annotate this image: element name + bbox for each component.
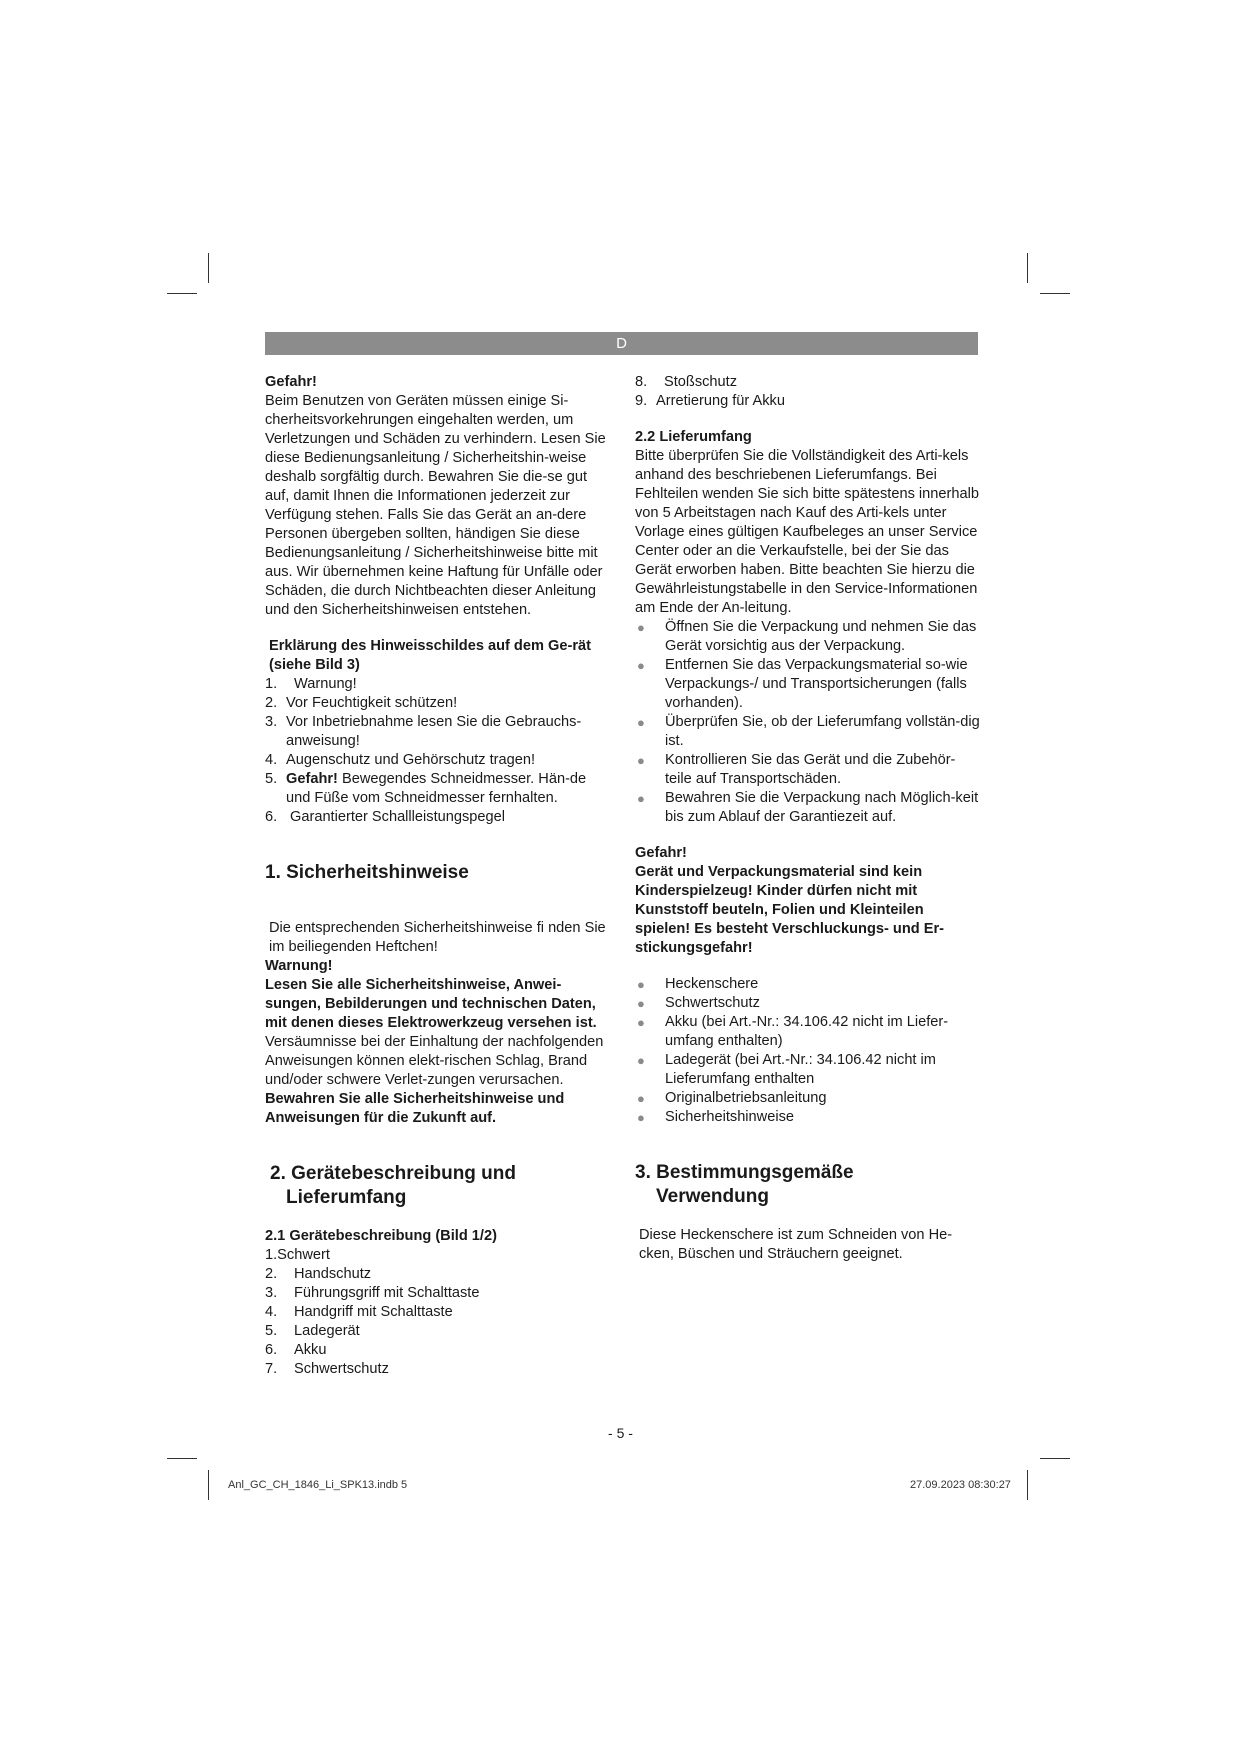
bullet-icon: ● (637, 715, 645, 730)
crop-mark (1027, 1470, 1028, 1500)
bullet-icon: ● (637, 791, 645, 806)
list-item: 6. Akku (265, 1342, 327, 1358)
parts-list (265, 1265, 610, 1379)
warning-heading: Warnung! (265, 958, 333, 974)
section-2-title: 2. Gerätebeschreibung und (270, 1163, 516, 1184)
danger-2-text: Gerät und Verpackungsmaterial sind kein Kinderspielzeug! Kinder dürfen nicht mit Kunststoff beuteln, Folien und Kleinteilen spielen! Es besteht Verschluckungs- und Er-stickungsgefahr! (635, 864, 944, 956)
list-item: 6. Garantierter Schallleistungspegel (265, 809, 505, 825)
parts-list-cont (635, 373, 980, 411)
list-item: ● Kontrollieren Sie das Gerät und die Zubehör-teile auf Transportschäden. (637, 752, 956, 787)
crop-mark (1027, 253, 1028, 283)
list-item: 1.Schwert (265, 1247, 330, 1263)
subsection-2-1-title: 2.1 Gerätebeschreibung (Bild 1/2) (265, 1228, 497, 1244)
danger-2-heading: Gefahr! (635, 845, 687, 861)
list-item: ● Entfernen Sie das Verpackungsmaterial so-wie Verpackungs-/ und Transportsicherungen (falls vorhanden). (637, 657, 968, 711)
warning-paragraph: Lesen Sie alle Sicherheitshinweise, Anwei-sungen, Bebilderungen und technischen Daten, mit denen dieses Elektrowerkzeug versehen ist. Versäumnisse bei der Einhaltung der nachfolgenden Anweisungen können elekt-rischen Schlag, Brand und/oder schwere Verlet-zungen verursachen. (265, 977, 604, 1088)
crop-mark (208, 253, 209, 283)
crop-mark (1040, 1458, 1070, 1459)
bullet-icon: ● (637, 1110, 645, 1125)
list-item: 8. Stoßschutz (635, 374, 737, 390)
crop-mark (167, 293, 197, 294)
list-item: ● Bewahren Sie die Verpackung nach Möglich-keit bis zum Ablauf der Garantiezeit auf. (637, 790, 979, 825)
list-item: 4. Handgriff mit Schalttaste (265, 1304, 453, 1320)
language-tab: D (265, 332, 978, 355)
list-item: 9. Arretierung für Akku (635, 393, 785, 409)
section-2-title-cont: Lieferumfang (286, 1187, 407, 1208)
check-list (635, 618, 980, 827)
list-item: ● Sicherheitshinweise (637, 1109, 794, 1125)
sign-heading: Erklärung des Hinweisschildes auf dem Ge-rät (siehe Bild 3) (269, 638, 591, 673)
footer-timestamp: 27.09.2023 08:30:27 (910, 1479, 1011, 1491)
list-item: ● Heckenschere (637, 976, 759, 992)
bullet-icon: ● (637, 1015, 645, 1030)
list-item: ● Schwertschutz (637, 995, 760, 1011)
section-1-intro: Die entsprechenden Sicherheitshinweise fi nden Sie im beiliegenden Heftchen! (269, 920, 606, 955)
section-3-text: Diese Heckenschere ist zum Schneiden von He-cken, Büschen und Sträuchern geeignet. (639, 1227, 953, 1262)
right-column (635, 373, 980, 1264)
danger-heading: Gefahr! (265, 374, 317, 390)
crop-mark (208, 1470, 209, 1500)
bullet-icon: ● (637, 1053, 645, 1068)
bullet-icon: ● (637, 753, 645, 768)
crop-mark (167, 1458, 197, 1459)
list-item: ● Öffnen Sie die Verpackung und nehmen Sie das Gerät vorsichtig aus der Verpackung. (637, 619, 977, 654)
list-item: 4. Augenschutz und Gehörschutz tragen! (265, 752, 536, 768)
list-item: ● Überprüfen Sie, ob der Lieferumfang vollstän-dig ist. (637, 714, 980, 749)
bullet-icon: ● (637, 620, 645, 635)
list-item: 2. Handschutz (265, 1266, 372, 1282)
list-item: ● Originalbetriebsanleitung (637, 1090, 827, 1106)
danger-text: Beim Benutzen von Geräten müssen einige Si-cherheitsvorkehrungen eingehalten werden, um Verletzungen und Schäden zu verhindern. Lesen Sie diese Bedienungsanleitung / Sicherheitshin-weise deshalb sorgfältig durch. Bewahren Sie die-se gut auf, damit Ihnen die Informationen jederzeit zur Verfügung stehen. Falls Sie das Gerät an an-dere Personen übergeben sollten, händigen Sie diese Bedienungsanleitung / Sicherheitshinweise bitte mit aus. Wir übernehmen keine Haftung für Unfälle oder Schäden, die durch Nichtbeachten dieser Anleitung und den Sicherheitshinweisen entstehen. (265, 393, 606, 618)
scope-list (635, 975, 980, 1127)
page-number: - 5 - (608, 1425, 633, 1441)
list-item: 5. Ladegerät (265, 1323, 360, 1339)
list-item: ● Akku (bei Art.-Nr.: 34.106.42 nicht im Liefer-umfang enthalten) (637, 1014, 949, 1049)
list-item: 5. Gefahr! Bewegendes Schneidmesser. Hän-de und Füße vom Schneidmesser fernhalten. (265, 771, 587, 806)
subsection-2-2-title: 2.2 Lieferumfang (635, 429, 752, 445)
left-column (265, 373, 610, 1379)
crop-mark (1040, 293, 1070, 294)
list-item: 2. Vor Feuchtigkeit schützen! (265, 695, 458, 711)
footer-filename: Anl_GC_CH_1846_Li_SPK13.indb 5 (228, 1479, 408, 1491)
list-item: 1. Warnung! (265, 676, 357, 692)
bullet-icon: ● (637, 658, 645, 673)
list-item: ● Ladegerät (bei Art.-Nr.: 34.106.42 nicht im Lieferumfang enthalten (637, 1052, 936, 1087)
bullet-icon: ● (637, 1091, 645, 1106)
sign-list (265, 675, 610, 827)
section-3-title: 3. Bestimmungsgemäße (635, 1162, 854, 1183)
list-item: 3. Vor Inbetriebnahme lesen Sie die Gebrauchs-anweisung! (265, 714, 582, 749)
subsection-2-2-text: Bitte überprüfen Sie die Vollständigkeit des Arti-kels anhand des beschriebenen Lieferumfangs. Bei Fehlteilen wenden Sie sich bitte spätestens innerhalb von 5 Arbeitstagen nach Kauf des Arti-kels unter Vorlage eines gültigen Kaufbeleges an unser Service Center oder an die Verkaufstelle, bei der Sie das Gerät erworben haben. Bitte beachten Sie hierzu die Gewährleistungstabelle in den Service-Informationen am Ende der An-leitung. (635, 448, 979, 616)
list-item: 3. Führungsgriff mit Schalttaste (265, 1285, 480, 1301)
keep-instructions: Bewahren Sie alle Sicherheitshinweise und Anweisungen für die Zukunft auf. (265, 1091, 565, 1126)
list-item: 7. Schwertschutz (265, 1361, 389, 1377)
bullet-icon: ● (637, 996, 645, 1011)
bullet-icon: ● (637, 977, 645, 992)
section-1-title: 1. Sicherheitshinweise (265, 862, 469, 883)
section-3-title-cont: Verwendung (656, 1186, 769, 1207)
